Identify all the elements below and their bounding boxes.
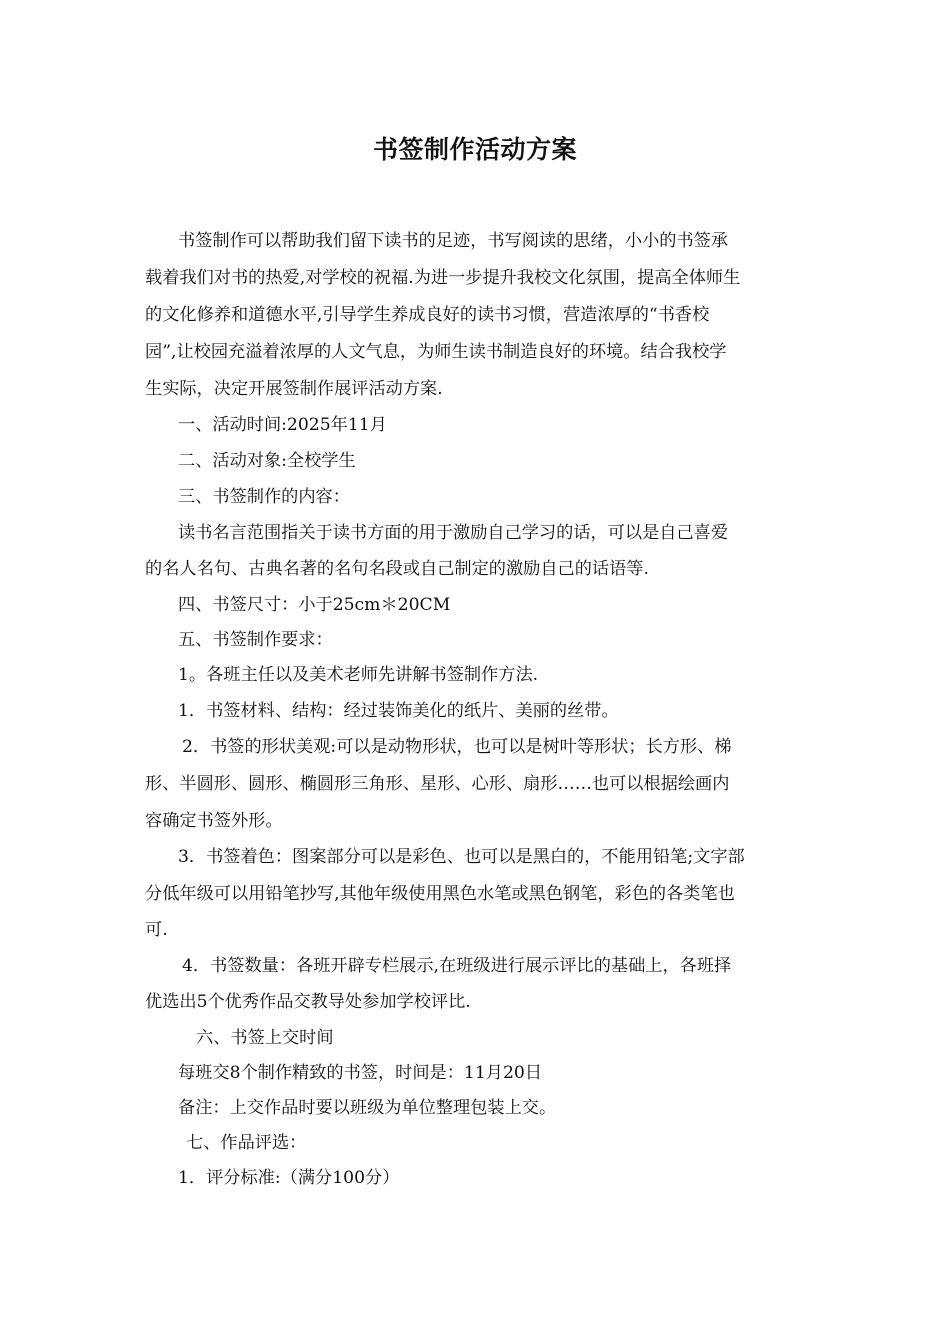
paragraph-line: 容确定书签外形。	[145, 811, 283, 831]
paragraph-line: 可.	[145, 920, 168, 940]
paragraph-line: 生实际，决定开展签制作展评活动方案.	[145, 379, 443, 399]
list-item: 1．评分标准:（满分100分）	[178, 1168, 400, 1188]
paragraph-line: 书签制作可以帮助我们留下读书的足迹，书写阅读的思绪，小小的书签承	[178, 231, 729, 251]
section-heading: 二、活动对象:全校学生	[178, 451, 356, 471]
list-item: 3．书签着色：图案部分可以是彩色、也可以是黑白的，不能用铅笔;文字部	[178, 847, 745, 867]
paragraph-line: 形、半圆形、圆形、椭圆形三角形、星形、心形、扇形……也可以根据绘画内	[145, 774, 730, 794]
paragraph-line: 读书名言范围指关于读书方面的用于激励自己学习的话，可以是自己喜爱	[178, 523, 729, 543]
section-heading: 五、书签制作要求：	[178, 630, 333, 650]
section-heading: 四、书签尺寸：小于25cm＊20CM	[178, 595, 451, 615]
paragraph-line: 的名人名句、古典名著的名句名段或自己制定的激励自己的话语等.	[145, 559, 649, 579]
list-item: 2．书签的形状美观:可以是动物形状，也可以是树叶等形状；长方形、梯	[182, 737, 732, 757]
list-item: 1．书签材料、结构：经过装饰美化的纸片、美丽的丝带。	[178, 701, 619, 721]
paragraph-line: 分低年级可以用铅笔抄写,其他年级使用黑色水笔或黑色钢笔，彩色的各类笔也	[145, 884, 735, 904]
list-item: 1。各班主任以及美术老师先讲解书签制作方法.	[178, 665, 539, 685]
note-line: 备注：上交作品时要以班级为单位整理包装上交。	[178, 1098, 557, 1118]
section-heading: 一、活动时间:2025年11月	[178, 415, 387, 435]
paragraph-line: 园”,让校园充溢着浓厚的人文气息，为师生读书制造良好的环境。结合我校学	[145, 342, 727, 362]
section-heading: 三、书签制作的内容：	[178, 487, 350, 507]
paragraph-line: 优选出5个优秀作品交教导处参加学校评比.	[145, 992, 471, 1012]
section-heading: 七、作品评选：	[186, 1133, 307, 1153]
document-title: 书签制作活动方案	[372, 135, 577, 164]
paragraph-line: 载着我们对书的热爱,对学校的祝福.为进一步提升我校文化氛围，提高全体师生	[145, 268, 741, 288]
paragraph-line: 每班交8个制作精致的书签，时间是：11月20日	[178, 1063, 543, 1083]
section-heading: 六、书签上交时间	[196, 1028, 334, 1048]
paragraph-line: 的文化修养和道德水平,引导学生养成良好的读书习惯，营造浓厚的“书香校	[145, 305, 710, 325]
list-item: 4．书签数量：各班开辟专栏展示,在班级进行展示评比的基础上，各班择	[182, 956, 732, 976]
